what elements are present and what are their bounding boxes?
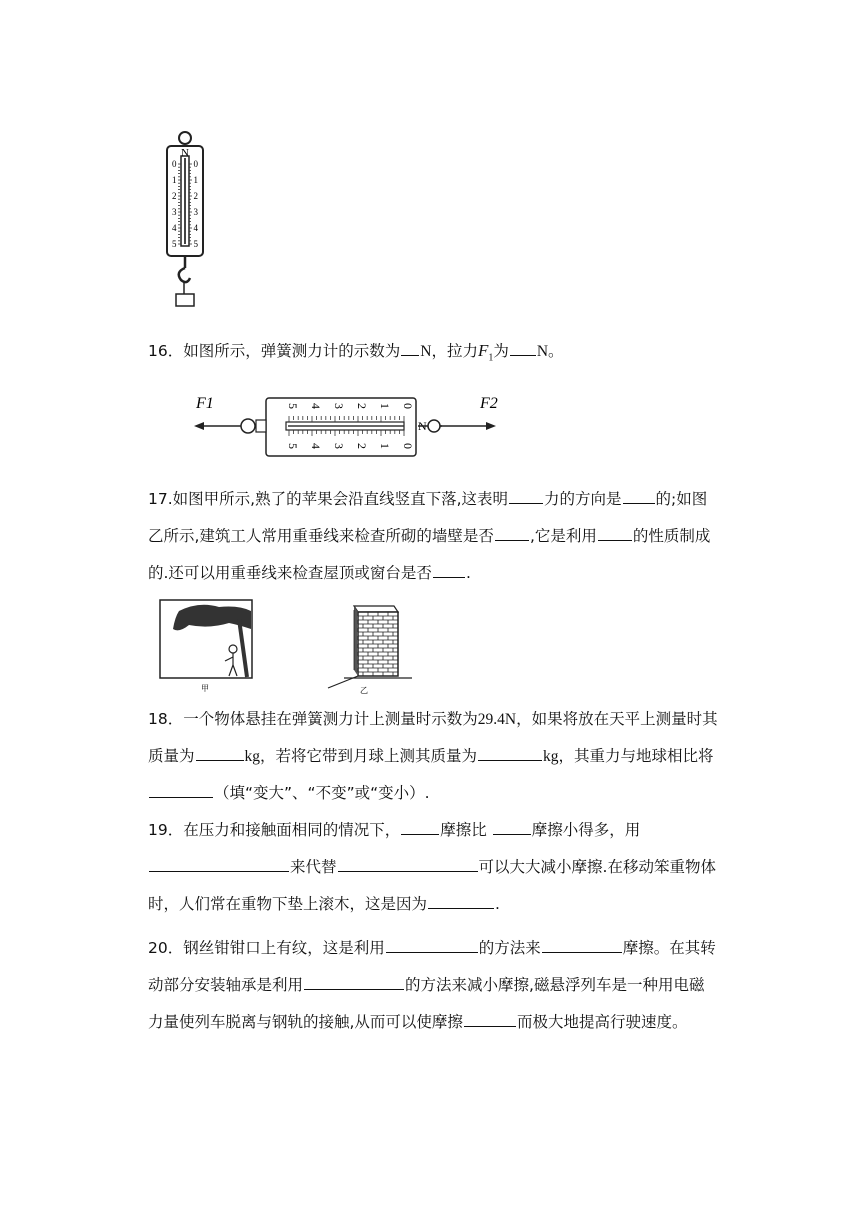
horizontal-scale-tick-label: 0 — [401, 443, 415, 449]
question-18: 18．一个物体悬挂在弹簧测力计上测量时示数为29.4N，如果将放在天平上测量时其质量为 kg，若将它带到月球上测其质量为 kg，其重力与地球相比将（填“变大”、“不变”或“变小）. — [148, 710, 718, 802]
apple-figure-caption: 甲 — [201, 684, 209, 693]
horizontal-scale-tick-label: 4 — [309, 443, 323, 449]
answer-blank[interactable] — [149, 857, 289, 872]
vertical-scale-tick-label: 3 — [193, 207, 198, 217]
answer-blank[interactable] — [433, 563, 465, 578]
vertical-scale-tick-label: 5 — [172, 239, 177, 249]
answer-blank[interactable] — [510, 341, 536, 356]
answer-blank[interactable] — [338, 857, 478, 872]
vertical-scale-tick-label: 3 — [172, 207, 177, 217]
horizontal-scale-tick-label: 3 — [332, 443, 346, 449]
answer-blank[interactable] — [509, 489, 543, 504]
answer-blank[interactable] — [386, 938, 478, 953]
question-number: 19． — [148, 821, 184, 839]
question-number: 20． — [148, 939, 184, 957]
horizontal-scale-letter: N — [418, 419, 427, 433]
vertical-scale-tick-label: 0 — [193, 159, 198, 169]
vertical-scale-tick-label: 0 — [172, 159, 177, 169]
vertical-scale-tick-label: 4 — [172, 223, 177, 233]
vertical-scale-tick-label: 1 — [193, 175, 198, 185]
horizontal-spring-scale-figure — [190, 386, 520, 464]
question-number: 17. — [148, 490, 173, 508]
horizontal-scale-tick-label: 0 — [401, 403, 415, 409]
answer-blank[interactable] — [495, 526, 529, 541]
horizontal-scale-tick-label: 1 — [378, 403, 392, 409]
vertical-scale-tick-label: 4 — [193, 223, 198, 233]
vertical-spring-scale-figure — [150, 122, 220, 318]
vertical-scale-tick-label: 1 — [172, 175, 177, 185]
answer-blank[interactable] — [401, 820, 439, 835]
answer-blank[interactable] — [623, 489, 655, 504]
horizontal-scale-tick-label: 3 — [332, 403, 346, 409]
horizontal-scale-tick-label: 5 — [286, 403, 300, 409]
f1-label: F1 — [196, 395, 214, 412]
horizontal-scale-tick-label: 4 — [309, 403, 323, 409]
vertical-scale-tick-label: 2 — [172, 191, 177, 201]
question-20: 20．钢丝钳钳口上有纹，这是利用 的方法来 摩擦。在其转动部分安装轴承是利用 的方法来减小摩擦,磁悬浮列车是一种用电磁力量使列车脱离与钢轨的接触,从而可以使摩擦 而极大地提高行驶速度。 — [148, 939, 716, 1031]
answer-blank[interactable] — [598, 526, 632, 541]
brick-wall-figure — [318, 600, 414, 696]
force-f1-symbol: $F_1$ — [477, 341, 494, 364]
question-17: 17.如图甲所示,熟了的苹果会沿直线竖直下落,这表明 力的方向是 的;如图乙所示,建筑工人常用重垂线来检查所砌的墙壁是否 ,它是利用 的性质制成的.还可以用重垂线来检查屋顶或窗台是否 . — [148, 490, 711, 582]
answer-blank[interactable] — [464, 1012, 516, 1027]
vertical-scale-tick-label: 5 — [193, 239, 198, 249]
answer-blank[interactable] — [493, 820, 531, 835]
answer-blank[interactable] — [149, 783, 213, 798]
f2-label: F2 — [480, 395, 498, 412]
question-number: 16． — [148, 342, 184, 360]
horizontal-scale-tick-label: 2 — [355, 443, 369, 449]
answer-blank[interactable] — [542, 938, 622, 953]
apple-tree-figure — [159, 599, 255, 695]
answer-blank[interactable] — [428, 894, 494, 909]
answer-blank[interactable] — [196, 746, 244, 761]
question-number: 18． — [148, 710, 184, 728]
wall-figure-caption: 乙 — [360, 686, 368, 695]
answer-blank[interactable] — [304, 975, 404, 990]
horizontal-scale-tick-label: 1 — [378, 443, 392, 449]
vertical-scale-tick-label: 2 — [193, 191, 198, 201]
answer-blank[interactable] — [478, 746, 542, 761]
question-19: 19．在压力和接触面相同的情况下， 摩擦比 摩擦小得多，用来代替 可以大大减小摩擦.在移动笨重物体时，人们常在重物下垫上滚木，这是因为 . — [148, 821, 716, 913]
vertical-scale-letter: N — [181, 147, 189, 159]
answer-blank[interactable] — [401, 341, 419, 356]
horizontal-scale-tick-label: 5 — [286, 443, 300, 449]
horizontal-scale-tick-label: 2 — [355, 403, 369, 409]
question-16: 16．如图所示，弹簧测力计的示数为 N，拉力$F_1$为 N。 — [148, 341, 564, 364]
